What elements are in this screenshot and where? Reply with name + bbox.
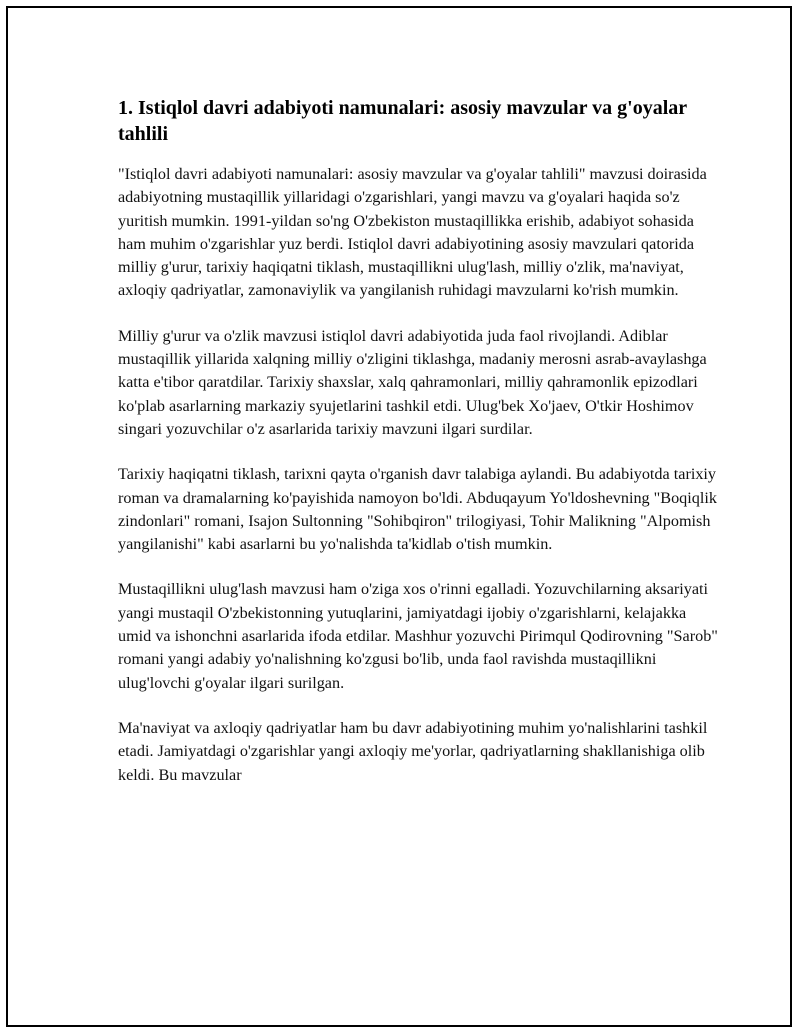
paragraph-national-pride: Milliy g'urur va o'zlik mavzusi istiqlol davri adabiyotida juda faol rivojlandi. Adiblar mustaqillik yillarida xalqning milliy o'zligini tiklashga, madaniy merosni asrab-avaylashga katta e'tibor qaratdilar. Tarixiy shaxslar, xalq qahramonlari, milliy qahramonlik epizodlari ko'plab asarlarning markaziy syujetlarini tashkil etdi. Ulug'bek Xo'jaev, O'tkir Hoshimov singari yozuvchilar o'z asarlarida tarixiy mavzuni ilgari surdilar. <box>118 326 707 438</box>
paragraph-intro: "Istiqlol davri adabiyoti namunalari: asosiy mavzular va g'oyalar tahlili" mavzusi doirasida adabiyotning mustaqillik yillaridagi o'zgarishlari, yangi mavzu va g'oyalari haqida so'z yuritish mumkin. 1991-yildan so'ng O'zbekiston mustaqillikka erishib, adabiyot sohasida ham muhim o'zgarishlar yuz berdi. Istiqlol davri adabiyotining asosiy mavzulari qatorida milliy g'urur, tarixiy haqiqatni tiklash, mustaqillikni ulug'lash, milliy o'zlik, ma'naviyat, axloqiy qadriyatlar, zamonaviylik va yangilanish ruhidagi mavzularni ko'rish mumkin. <box>118 165 707 300</box>
paragraph-historical-truth: Tarixiy haqiqatni tiklash, tarixni qayta o'rganish davr talabiga aylandi. Bu adabiyotda tarixiy roman va dramalarning ko'payishida namoyon bo'ldi. Abduqayum Yo'ldoshevning "Boqiqlik zindonlari" romani, Isajon Sultonning "Sohibqiron" trilogiyasi, Tohir Malikning "Alpomish yangilanishi" kabi asarlarni bu yo'nalishda ta'kidlab o'tish mumkin. <box>118 465 717 554</box>
paragraph-independence: Mustaqillikni ulug'lash mavzusi ham o'ziga xos o'rinni egalladi. Yozuvchilarning aksariyati yangi mustaqil O'zbekistonning yutuqlarini, jamiyatdagi ijobiy o'zgarishlarni, kelajakka umid va ishonchni asarlarida ifoda etdilar. Mashhur yozuvchi Pirimqul Qodirovning "Sarob" romani yangi adabiy yo'nalishning ko'zgusi bo'lib, unda faol ravishda mustaqillikni ulug'lovchi g'oyalar ilgari surilgan. <box>118 580 718 692</box>
paragraph-spirituality: Ma'naviyat va axloqiy qadriyatlar ham bu davr adabiyotining muhim yo'nalishlarini tashkil etadi. Jamiyatdagi o'zgarishlar yangi axloqiy me'yorlar, qadriyatlarning shakllanishiga olib keldi. Bu mavzular <box>118 718 708 784</box>
section-heading: 1. Istiqlol davri adabiyoti namunalari: asosiy mavzular va g'oyalar tahlili <box>118 97 687 145</box>
document-body <box>118 95 718 809</box>
